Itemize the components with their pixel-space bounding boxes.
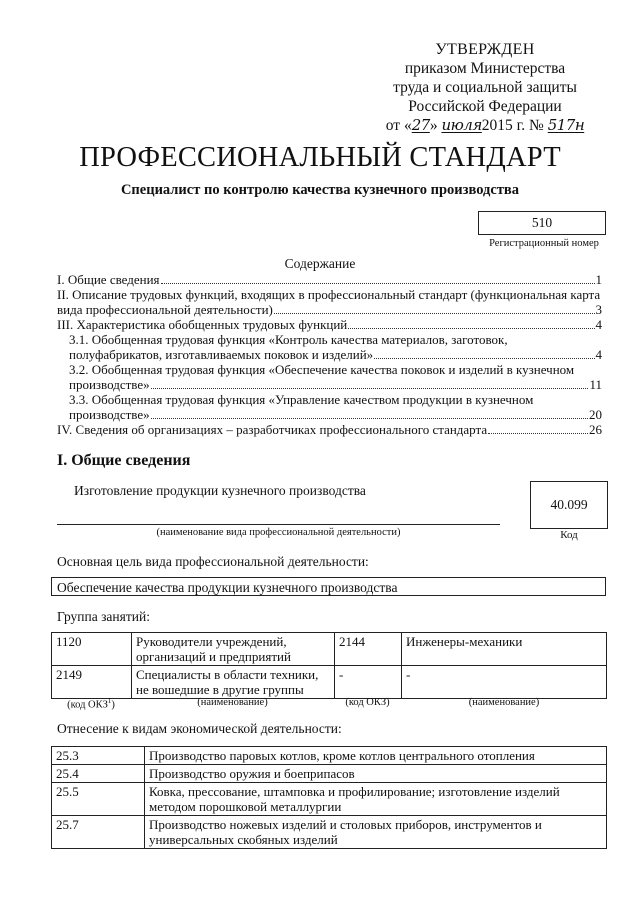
toc-leader [274, 313, 595, 314]
caption-okz-code: (код ОКЗ) [345, 697, 390, 708]
toc-leader [348, 328, 594, 329]
toc-page: 20 [589, 407, 602, 422]
occupation-group-label: Группа занятий: [57, 609, 150, 624]
okved-name: Производство оружия и боеприпасов [145, 765, 607, 783]
okved-code: 25.7 [52, 816, 145, 849]
occupation-name: Инженеры-механики [402, 633, 607, 666]
date-year: 2015 г. № [481, 117, 544, 134]
table-row [52, 633, 607, 666]
occupation-name-line: организаций и предприятий [136, 649, 291, 664]
okved-name [145, 816, 607, 849]
occupation-name: - [402, 666, 607, 699]
occupation-code: - [335, 666, 402, 699]
toc-page: 4 [595, 347, 602, 362]
activity-code-label: Код [560, 529, 578, 541]
toc-leader [151, 418, 588, 419]
okved-name: Производство паровых котлов, кроме котлов центрального отопления [145, 747, 607, 765]
goal-box: Обеспечение качества продукции кузнечного производства [51, 577, 606, 596]
registration-number-box: 510 [478, 211, 606, 235]
okved-code: 25.4 [52, 765, 145, 783]
okved-name-line: Ковка, прессование, штамповка и профилирование; изготовление изделий [149, 784, 560, 799]
okved-code: 25.5 [52, 783, 145, 816]
occupation-code: 2144 [335, 633, 402, 666]
toc-item-text: производстве» [69, 377, 150, 392]
toc-item[interactable] [57, 362, 602, 392]
toc-item-text: производстве» [69, 407, 150, 422]
toc-item-text: II. Описание трудовых функций, входящих в профессиональный стандарт (функциональная карта [57, 287, 601, 302]
activity-name: Изготовление продукции кузнечного производства [74, 483, 366, 498]
approval-line: Российской Федерации [408, 98, 562, 115]
okved-name-line: Производство ножевых изделий и столовых приборов, инструментов и [149, 817, 542, 832]
document-subtitle: Специалист по контролю качества кузнечного производства [120, 182, 520, 198]
table-row [52, 666, 607, 699]
toc-item[interactable] [57, 332, 602, 362]
caption-name: (наименование) [468, 697, 540, 708]
toc-item-text: 3.2. Обобщенная трудовая функция «Обеспечение качества поковок и изделий в кузнечном [69, 362, 575, 377]
occupation-name [132, 633, 335, 666]
toc-leader [161, 283, 595, 284]
date-prefix: от « [385, 117, 412, 134]
toc-heading: Содержание [284, 256, 356, 271]
activity-code-box: 40.099 [530, 481, 608, 529]
toc-leader [151, 388, 589, 389]
document-title: ПРОФЕССИОНАЛЬНЫЙ СТАНДАРТ [79, 142, 561, 173]
toc-leader [374, 358, 594, 359]
occupation-table [51, 632, 607, 699]
toc-page: 1 [595, 272, 602, 287]
occupation-code: 2149 [52, 666, 132, 699]
approval-line: приказом Министерства [404, 60, 566, 77]
goal-label: Основная цель вида профессиональной деятельности: [57, 554, 369, 569]
occupation-name-line: Руководители учреждений, [136, 634, 287, 649]
occupation-name-line: не вошедшие в другие группы [136, 682, 304, 697]
economic-activity-table [51, 746, 607, 849]
toc-item-text: полуфабрикатов, изготавливаемых поковок и изделий» [69, 347, 374, 362]
handwritten-month: июля [441, 116, 482, 134]
toc-item[interactable] [57, 392, 602, 422]
approval-line: труда и социальной защиты [393, 79, 577, 96]
approval-block [360, 40, 610, 135]
toc-page: 4 [595, 317, 602, 332]
activity-underline [57, 524, 500, 525]
occupation-code: 1120 [52, 633, 132, 666]
table-row [52, 816, 607, 849]
toc-page: 3 [595, 302, 602, 317]
toc-item[interactable] [57, 317, 602, 332]
approval-heading: УТВЕРЖДЕН [435, 41, 535, 58]
economic-activity-label: Отнесение к видам экономической деятельности: [57, 721, 342, 736]
table-row [52, 765, 607, 783]
section-heading: I. Общие сведения [57, 452, 191, 469]
table-row [52, 783, 607, 816]
approval-date-line [360, 116, 610, 135]
toc-page: 26 [589, 422, 602, 437]
okved-name-line: методом порошковой металлургии [149, 799, 342, 814]
toc-item-text: IV. Сведения об организациях – разработчиках профессионального стандарта [57, 422, 488, 437]
toc-item-text: III. Характеристика обобщенных трудовых функций [57, 317, 348, 332]
toc-item[interactable] [57, 272, 602, 287]
okved-code: 25.3 [52, 747, 145, 765]
date-mid: » [429, 117, 442, 134]
toc-item-text: вида профессиональной деятельности) [57, 302, 273, 317]
occupation-name [132, 666, 335, 699]
caption-name: (наименование) [197, 697, 268, 708]
handwritten-day: 27 [411, 116, 430, 134]
toc-item[interactable] [57, 422, 602, 437]
okved-name-line: универсальных скобяных изделий [149, 832, 338, 847]
activity-caption: (наименование вида профессиональной деятельности) [156, 527, 401, 538]
toc-item[interactable] [57, 287, 602, 317]
toc-item-text: 3.3. Обобщенная трудовая функция «Управление качеством продукции в кузнечном [69, 392, 534, 407]
table-row [52, 747, 607, 765]
okved-name [145, 783, 607, 816]
toc-leader [488, 433, 588, 434]
toc-item-text: 3.1. Обобщенная трудовая функция «Контроль качества материалов, заготовок, [69, 332, 508, 347]
occupation-name-line: Специалисты в области техники, [136, 667, 319, 682]
table-of-contents [57, 272, 602, 437]
toc-item-text: I. Общие сведения [57, 272, 160, 287]
handwritten-order-number: 517н [547, 116, 585, 134]
toc-page: 11 [589, 377, 602, 392]
caption-okz-code: (код ОКЗ$^1$) [67, 697, 115, 711]
registration-number-label: Регистрационный номер [489, 238, 599, 249]
